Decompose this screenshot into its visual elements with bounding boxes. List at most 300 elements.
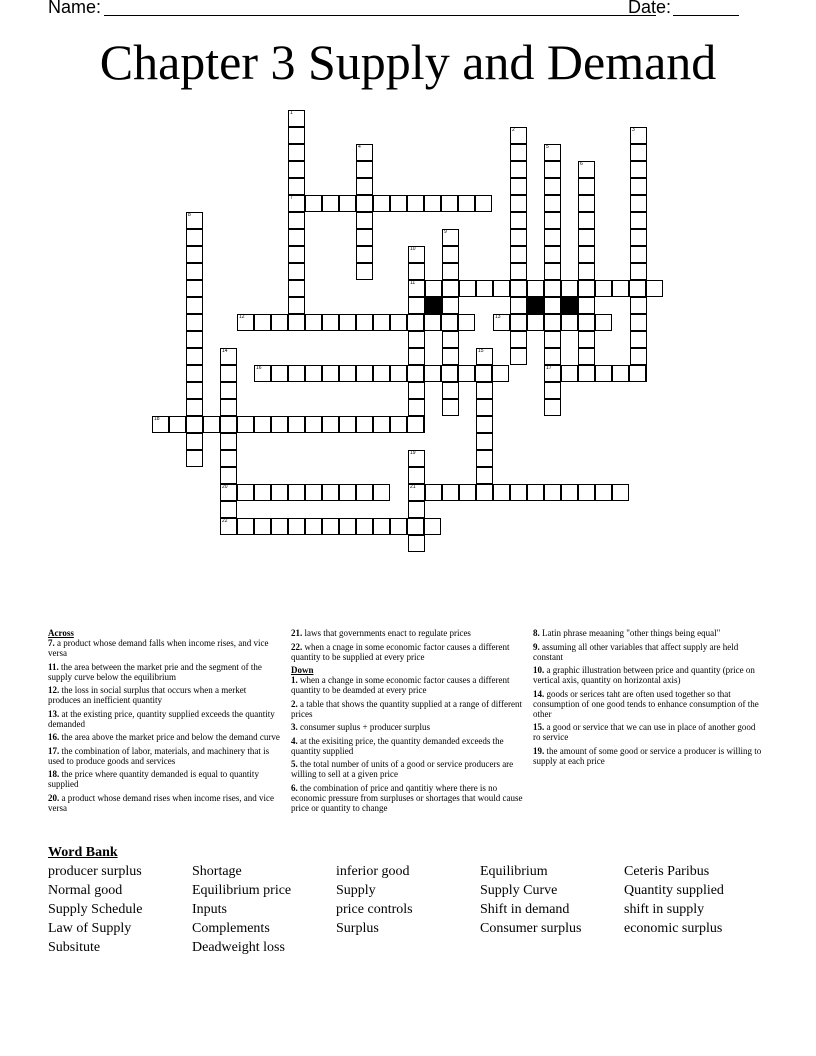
crossword-cell[interactable] — [356, 518, 373, 535]
crossword-cell[interactable] — [561, 280, 578, 297]
crossword-cell[interactable] — [578, 280, 595, 297]
word-bank-item: price controls — [336, 902, 413, 917]
crossword-cell[interactable] — [254, 314, 271, 331]
crossword-cell[interactable] — [544, 382, 561, 399]
crossword-cell[interactable] — [544, 144, 561, 161]
crossword-cell[interactable] — [322, 314, 339, 331]
crossword-cell[interactable] — [220, 348, 237, 365]
crossword-cell[interactable] — [288, 195, 305, 212]
cell-number: 21 — [410, 484, 416, 490]
crossword-cell[interactable] — [544, 365, 561, 382]
clue-heading: Down — [291, 665, 314, 675]
crossword-cell[interactable] — [288, 110, 305, 127]
crossword-cell[interactable] — [305, 518, 322, 535]
crossword-cell[interactable] — [322, 195, 339, 212]
crossword-cell[interactable] — [544, 263, 561, 280]
crossword-cell[interactable] — [424, 518, 441, 535]
crossword-cell[interactable] — [288, 518, 305, 535]
crossword-cell[interactable] — [288, 229, 305, 246]
crossword-cell[interactable] — [407, 518, 424, 535]
crossword-cell[interactable] — [356, 365, 373, 382]
crossword-cell[interactable] — [595, 365, 612, 382]
crossword-cell[interactable] — [476, 467, 493, 484]
crossword-cell[interactable] — [408, 399, 425, 416]
crossword-cell[interactable] — [475, 365, 492, 382]
date-label: Date: — [628, 0, 672, 17]
crossword-cell[interactable] — [408, 450, 425, 467]
crossword-cell[interactable] — [544, 297, 561, 314]
crossword-cell[interactable] — [339, 365, 356, 382]
crossword-cell[interactable] — [356, 314, 373, 331]
crossword-cell[interactable] — [630, 212, 647, 229]
down-clue — [291, 699, 523, 719]
crossword-cell[interactable] — [390, 314, 407, 331]
cell-number: 4 — [358, 144, 361, 150]
crossword-cell[interactable] — [220, 433, 237, 450]
crossword-cell[interactable] — [510, 178, 527, 195]
crossword-cell[interactable] — [578, 331, 595, 348]
crossword-cell[interactable] — [630, 127, 647, 144]
crossword-cell[interactable] — [271, 484, 288, 501]
crossword-cell[interactable] — [578, 297, 595, 314]
word-bank-title: Word Bank — [48, 845, 118, 860]
crossword-cell[interactable] — [288, 246, 305, 263]
clue-number: 17. — [48, 745, 60, 756]
cell-number: 20 — [222, 484, 228, 490]
word-bank-item: Quantity supplied — [624, 883, 724, 898]
crossword-cell[interactable] — [612, 365, 629, 382]
crossword-cell[interactable] — [288, 144, 305, 161]
crossword-cell[interactable] — [356, 263, 373, 280]
clue-heading: Across — [48, 628, 74, 638]
crossword-cell[interactable] — [322, 416, 339, 433]
crossword-cell[interactable] — [442, 280, 459, 297]
crossword-cell[interactable] — [356, 246, 373, 263]
crossword-cell[interactable] — [305, 365, 322, 382]
clue-text: the loss in social surplus that occurs when a merket produces an inefficient quantity — [48, 685, 247, 705]
across-clue — [48, 769, 280, 789]
crossword-cell[interactable] — [186, 416, 203, 433]
crossword-cell[interactable] — [203, 416, 220, 433]
clue-text: a product whose demand falls when income rises, and vice versa — [48, 638, 269, 658]
crossword-cell[interactable] — [186, 433, 203, 450]
name-label: Name: — [48, 0, 102, 17]
crossword-cell[interactable] — [408, 331, 425, 348]
crossword-cell[interactable] — [510, 280, 527, 297]
crossword-cell[interactable] — [288, 280, 305, 297]
crossword-cell[interactable] — [630, 297, 647, 314]
crossword-cell[interactable] — [476, 280, 493, 297]
crossword-cell[interactable] — [356, 178, 373, 195]
crossword-cell[interactable] — [186, 297, 203, 314]
crossword-cell[interactable] — [408, 297, 425, 314]
crossword-cell[interactable] — [288, 161, 305, 178]
crossword-cell[interactable] — [442, 399, 459, 416]
crossword-cell[interactable] — [356, 195, 373, 212]
crossword-cell[interactable] — [510, 144, 527, 161]
crossword-cell[interactable] — [510, 212, 527, 229]
crossword-cell[interactable] — [630, 144, 647, 161]
down-clue — [533, 642, 765, 662]
crossword-cell[interactable] — [578, 348, 595, 365]
crossword-cell[interactable] — [186, 399, 203, 416]
cell-number: 22 — [222, 518, 228, 524]
clue-text: assuming all other variables that affect supply are held constant — [533, 641, 739, 662]
crossword-cell[interactable] — [578, 195, 595, 212]
word-bank-item: Ceteris Paribus — [624, 864, 710, 879]
crossword-cell[interactable] — [339, 416, 356, 433]
crossword-cell[interactable] — [476, 382, 493, 399]
crossword-cell[interactable] — [630, 161, 647, 178]
down-clue — [291, 736, 523, 756]
crossword-cell[interactable] — [152, 416, 169, 433]
crossword-cell[interactable] — [339, 518, 356, 535]
crossword-cell[interactable] — [442, 484, 459, 501]
across-clue — [48, 709, 280, 729]
clue-number: 10. — [533, 665, 545, 675]
crossword-cell[interactable] — [458, 365, 475, 382]
crossword-cell[interactable] — [220, 450, 237, 467]
crossword-cell[interactable] — [288, 127, 305, 144]
crossword-cell[interactable] — [510, 263, 527, 280]
crossword-cell[interactable] — [305, 484, 322, 501]
across-clue — [291, 628, 523, 638]
crossword-cell[interactable] — [476, 348, 493, 365]
crossword-cell[interactable] — [373, 484, 390, 501]
crossword-cell[interactable] — [442, 246, 459, 263]
crossword-cell[interactable] — [424, 365, 441, 382]
crossword-cell[interactable] — [408, 484, 425, 501]
crossword-cell[interactable] — [186, 280, 203, 297]
crossword-cell[interactable] — [169, 416, 186, 433]
crossword-cell[interactable] — [288, 365, 305, 382]
crossword-cell[interactable] — [186, 246, 203, 263]
crossword-cell[interactable] — [373, 195, 390, 212]
crossword-cell[interactable] — [578, 314, 595, 331]
crossword-cell[interactable] — [510, 161, 527, 178]
crossword-cell[interactable] — [356, 212, 373, 229]
down-clue — [533, 746, 765, 766]
crossword-cell[interactable] — [442, 263, 459, 280]
crossword-cell[interactable] — [475, 195, 492, 212]
crossword-cell[interactable] — [237, 416, 254, 433]
crossword-cell[interactable] — [544, 331, 561, 348]
word-bank-item: Equilibrium price — [192, 883, 292, 898]
clue-text: the area above the market price and below the demand curve — [61, 732, 280, 742]
crossword-cell[interactable] — [544, 348, 561, 365]
crossword-cell[interactable] — [510, 484, 527, 501]
crossword-shaded-cell — [561, 297, 578, 314]
crossword-cell[interactable] — [220, 416, 237, 433]
cell-number: 6 — [580, 161, 583, 167]
crossword-cell[interactable] — [544, 484, 561, 501]
crossword-cell[interactable] — [288, 416, 305, 433]
crossword-cell[interactable] — [442, 297, 459, 314]
crossword-cell[interactable] — [629, 280, 646, 297]
crossword-cell[interactable] — [390, 518, 407, 535]
clue-number: 18. — [48, 769, 60, 779]
crossword-cell[interactable] — [493, 314, 510, 331]
crossword-cell[interactable] — [186, 263, 203, 280]
crossword-cell[interactable] — [373, 518, 390, 535]
crossword-cell[interactable] — [322, 365, 339, 382]
crossword-cell[interactable] — [390, 365, 407, 382]
crossword-cell[interactable] — [561, 314, 578, 331]
crossword-cell[interactable] — [561, 365, 578, 382]
crossword-cell[interactable] — [458, 314, 475, 331]
crossword-cell[interactable] — [407, 195, 424, 212]
crossword-cell[interactable] — [186, 314, 203, 331]
crossword-cell[interactable] — [476, 399, 493, 416]
crossword-cell[interactable] — [630, 331, 647, 348]
crossword-cell[interactable] — [305, 195, 322, 212]
crossword-cell[interactable] — [424, 195, 441, 212]
crossword-cell[interactable] — [510, 127, 527, 144]
crossword-cell[interactable] — [527, 484, 544, 501]
crossword-cell[interactable] — [254, 365, 271, 382]
clue-text: a table that shows the quantity supplied at a range of different prices — [291, 698, 523, 719]
clue-text: goods or serices taht are often used together so that consumption of one good tends to enhance consumption of the other — [533, 688, 759, 719]
crossword-cell[interactable] — [544, 161, 561, 178]
crossword-cell[interactable] — [186, 212, 203, 229]
crossword-cell[interactable] — [186, 229, 203, 246]
clue-text: consumer suplus + producer surplus — [300, 722, 431, 732]
clue-text: at the exisiting price, the quantity demanded exceeds the quantity supplied — [291, 735, 504, 756]
crossword-cell[interactable] — [339, 314, 356, 331]
crossword-cell[interactable] — [271, 365, 288, 382]
crossword-cell[interactable] — [288, 212, 305, 229]
crossword-cell[interactable] — [595, 484, 612, 501]
clue-number: 15. — [533, 722, 545, 732]
crossword-cell[interactable] — [373, 314, 390, 331]
crossword-cell[interactable] — [578, 365, 595, 382]
crossword-cell[interactable] — [220, 399, 237, 416]
crossword-cell[interactable] — [441, 195, 458, 212]
cell-number: 1 — [290, 110, 293, 116]
crossword-cell[interactable] — [220, 484, 237, 501]
crossword-cell[interactable] — [408, 382, 425, 399]
crossword-cell[interactable] — [254, 518, 271, 535]
clue-text: the area between the market prie and the segment of the supply curve below the equilibrium — [48, 661, 262, 682]
crossword-cell[interactable] — [561, 484, 578, 501]
crossword-cell[interactable] — [356, 484, 373, 501]
cell-number: 17 — [546, 365, 552, 371]
across-clue — [48, 732, 280, 742]
crossword-cell[interactable] — [493, 484, 510, 501]
crossword-cell[interactable] — [458, 195, 475, 212]
word-bank-item: Subsitute — [48, 940, 101, 955]
clue-number: 7. — [48, 638, 55, 648]
crossword-cell[interactable] — [629, 365, 646, 382]
clue-number: 3. — [291, 722, 298, 732]
clue-text: at the existing price, quantity supplied exceeds the quantity demanded — [48, 708, 275, 729]
crossword-cell[interactable] — [425, 280, 442, 297]
crossword-cell[interactable] — [578, 246, 595, 263]
crossword-cell[interactable] — [441, 365, 458, 382]
crossword-cell[interactable] — [510, 331, 527, 348]
cell-number: 10 — [410, 246, 416, 252]
crossword-cell[interactable] — [578, 229, 595, 246]
crossword-cell[interactable] — [339, 195, 356, 212]
crossword-cell[interactable] — [442, 382, 459, 399]
crossword-cell[interactable] — [459, 280, 476, 297]
word-bank — [48, 862, 768, 957]
crossword-cell[interactable] — [237, 314, 254, 331]
crossword-cell[interactable] — [220, 518, 237, 535]
crossword-cell[interactable] — [220, 365, 237, 382]
down-clue — [533, 665, 765, 685]
crossword-cell[interactable] — [408, 501, 425, 518]
crossword-cell[interactable] — [305, 416, 322, 433]
crossword-cell[interactable] — [186, 331, 203, 348]
crossword-cell[interactable] — [510, 314, 527, 331]
crossword-cell[interactable] — [220, 467, 237, 484]
crossword-cell[interactable] — [476, 416, 493, 433]
crossword-cell[interactable] — [408, 348, 425, 365]
crossword-cell[interactable] — [322, 484, 339, 501]
crossword-cell[interactable] — [356, 229, 373, 246]
crossword-cell[interactable] — [254, 416, 271, 433]
crossword-cell[interactable] — [373, 365, 390, 382]
crossword-cell[interactable] — [492, 365, 509, 382]
crossword-cell[interactable] — [527, 280, 544, 297]
crossword-cell[interactable] — [356, 161, 373, 178]
crossword-cell[interactable] — [407, 314, 424, 331]
clue-number: 21. — [291, 628, 303, 638]
crossword-cell[interactable] — [630, 229, 647, 246]
crossword-cell[interactable] — [288, 314, 305, 331]
crossword-cell[interactable] — [288, 178, 305, 195]
crossword-cell[interactable] — [220, 382, 237, 399]
crossword-cell[interactable] — [646, 280, 663, 297]
crossword-cell[interactable] — [578, 178, 595, 195]
crossword-cell[interactable] — [459, 484, 476, 501]
crossword-cell[interactable] — [407, 365, 424, 382]
crossword-cell[interactable] — [578, 263, 595, 280]
crossword-cell[interactable] — [271, 518, 288, 535]
crossword-cell[interactable] — [407, 416, 424, 433]
crossword-cell[interactable] — [493, 280, 510, 297]
crossword-cell[interactable] — [510, 195, 527, 212]
crossword-cell[interactable] — [476, 433, 493, 450]
crossword-cell[interactable] — [356, 416, 373, 433]
crossword-cell[interactable] — [510, 229, 527, 246]
crossword-cell[interactable] — [408, 535, 425, 552]
crossword-cell[interactable] — [544, 178, 561, 195]
crossword-cell[interactable] — [408, 280, 425, 297]
crossword-cell[interactable] — [441, 314, 458, 331]
word-bank-item: Complements — [192, 921, 270, 936]
word-bank-item: Supply Schedule — [48, 902, 143, 917]
crossword-cell[interactable] — [544, 246, 561, 263]
crossword-cell[interactable] — [186, 348, 203, 365]
clue-number: 16. — [48, 732, 60, 742]
clue-number: 9. — [533, 641, 540, 652]
crossword-cell[interactable] — [578, 212, 595, 229]
crossword-cell[interactable] — [288, 297, 305, 314]
crossword-cell[interactable] — [630, 246, 647, 263]
crossword-cell[interactable] — [271, 314, 288, 331]
word-bank-item: economic surplus — [624, 921, 723, 936]
crossword-cell[interactable] — [578, 161, 595, 178]
crossword-cell[interactable] — [544, 399, 561, 416]
crossword-cell[interactable] — [408, 246, 425, 263]
crossword-cell[interactable] — [442, 229, 459, 246]
crossword-cell[interactable] — [408, 263, 425, 280]
clue-number: 11. — [48, 661, 59, 672]
crossword-cell[interactable] — [390, 416, 407, 433]
crossword-cell[interactable] — [510, 246, 527, 263]
crossword-cell[interactable] — [254, 484, 271, 501]
crossword-cell[interactable] — [220, 501, 237, 518]
word-bank-item: Shift in demand — [480, 902, 570, 917]
crossword-cell[interactable] — [527, 314, 544, 331]
word-bank-item: Equilibrium — [480, 864, 548, 879]
crossword-cell[interactable] — [237, 484, 254, 501]
clue-number: 19. — [533, 745, 545, 756]
crossword-cell[interactable] — [630, 178, 647, 195]
crossword-cell[interactable] — [186, 382, 203, 399]
crossword-cell[interactable] — [408, 467, 425, 484]
crossword-cell[interactable] — [595, 314, 612, 331]
clue-text: when a cnage in some economic factor causes a different quantity to be supplied at every price — [291, 641, 510, 662]
word-bank-item: inferior good — [336, 864, 410, 879]
crossword-cell[interactable] — [322, 518, 339, 535]
crossword-cell[interactable] — [612, 484, 629, 501]
cell-number: 19 — [410, 450, 416, 456]
crossword-cell[interactable] — [612, 280, 629, 297]
crossword-cell[interactable] — [595, 280, 612, 297]
crossword-cell[interactable] — [476, 484, 493, 501]
crossword-cell[interactable] — [425, 484, 442, 501]
crossword-cell[interactable] — [544, 314, 561, 331]
crossword-cell[interactable] — [390, 195, 407, 212]
crossword-cell[interactable] — [544, 280, 561, 297]
word-bank-item: producer surplus — [48, 864, 142, 879]
crossword-cell[interactable] — [373, 416, 390, 433]
down-clue — [291, 783, 523, 813]
crossword-cell[interactable] — [288, 263, 305, 280]
crossword-cell[interactable] — [578, 484, 595, 501]
crossword-cell[interactable] — [356, 144, 373, 161]
crossword-cell[interactable] — [442, 348, 459, 365]
crossword-cell[interactable] — [288, 484, 305, 501]
crossword-cell[interactable] — [237, 518, 254, 535]
crossword-cell[interactable] — [186, 365, 203, 382]
crossword-cell[interactable] — [544, 212, 561, 229]
crossword-cell[interactable] — [630, 348, 647, 365]
crossword-cell[interactable] — [630, 314, 647, 331]
crossword-cell[interactable] — [510, 297, 527, 314]
crossword-cell[interactable] — [186, 450, 203, 467]
crossword-cell[interactable] — [544, 229, 561, 246]
cell-number: 16 — [256, 365, 262, 371]
crossword-cell[interactable] — [305, 314, 322, 331]
crossword-cell[interactable] — [544, 195, 561, 212]
crossword-cell[interactable] — [424, 314, 441, 331]
clue-number: 22. — [291, 641, 303, 652]
crossword-cell[interactable] — [339, 484, 356, 501]
crossword-cell[interactable] — [630, 263, 647, 280]
crossword-cell[interactable] — [630, 195, 647, 212]
clue-number: 1. — [291, 675, 298, 685]
crossword-cell[interactable] — [476, 450, 493, 467]
crossword-cell[interactable] — [271, 416, 288, 433]
word-bank-item: Deadweight loss — [192, 940, 285, 955]
down-clue — [533, 689, 765, 719]
crossword-cell[interactable] — [510, 348, 527, 365]
crossword-cell[interactable] — [442, 331, 459, 348]
